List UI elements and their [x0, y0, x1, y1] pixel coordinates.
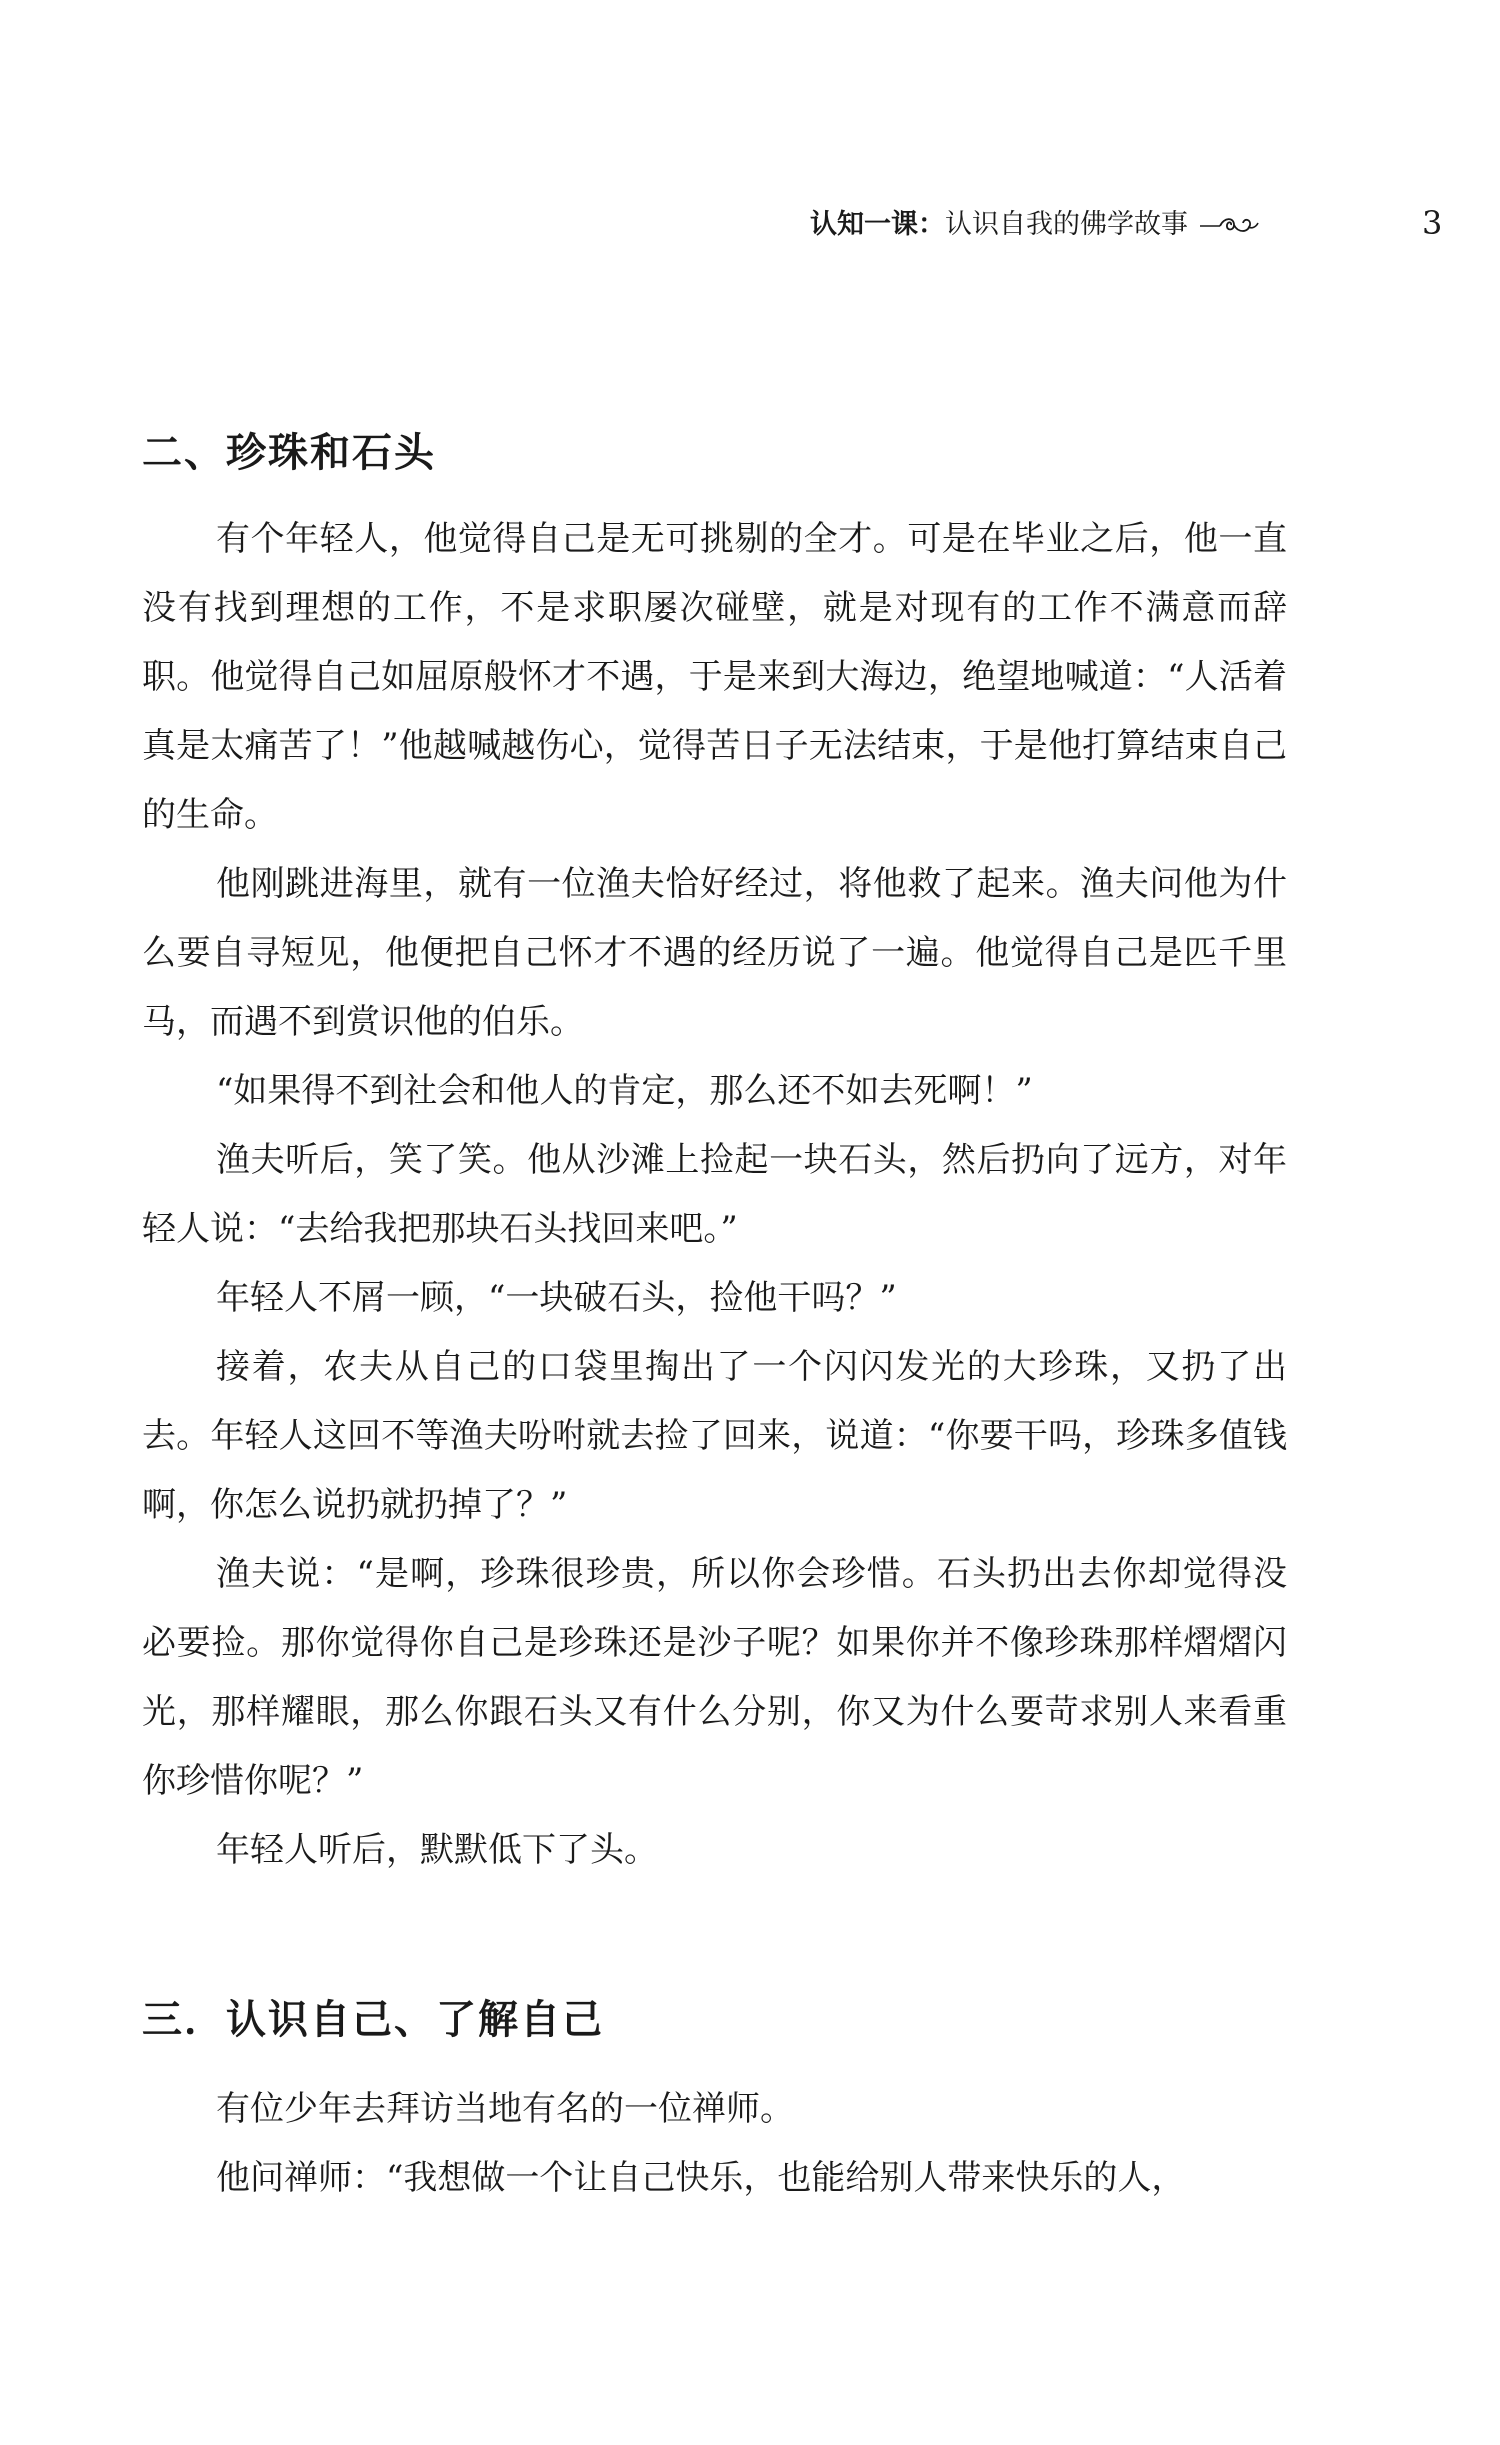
section-heading-know-yourself: 三．认识自己、了解自己: [142, 1997, 604, 2043]
paragraph: 年轻人听后，默默低下了头。: [216, 1830, 658, 1870]
section-heading-pearl-and-stone: 二、珍珠和石头: [142, 430, 436, 476]
paragraph: 有个年轻人，他觉得自己是无可挑剔的全才。可是在毕业之后，他一直没有找到理想的工作，不是求职屡次碰壁，就是对现有的工作不满意而辞职。他觉得自己如屈原般怀才不遇，于是来到大海边，绝望地喊道：“人活着真是太痛苦了！”他越喊越伤心，觉得苦日子无法结束，于是他打算结束自己的生命。: [142, 519, 1287, 835]
paragraph: 渔夫听后，笑了笑。他从沙滩上捡起一块石头，然后扔向了远方，对年轻人说：“去给我把那块石头找回来吧。”: [142, 1140, 1287, 1249]
section-body-pearl-and-stone: [142, 505, 1287, 1885]
chapter-label: 认知一课：: [810, 209, 945, 240]
running-header: [810, 205, 1260, 245]
paragraph: 他刚跳进海里，就有一位渔夫恰好经过，将他救了起来。渔夫问他为什么要自寻短见，他便把自己怀才不遇的经历说了一遍。他觉得自己是匹千里马，而遇不到赏识他的伯乐。: [142, 864, 1287, 1042]
section-body-know-yourself: [142, 2075, 1287, 2213]
paragraph: 接着，农夫从自己的口袋里掏出了一个闪闪发光的大珍珠，又扔了出去。年轻人这回不等渔夫吩咐就去捡了回来，说道：“你要干吗，珍珠多值钱啊，你怎么说扔就扔掉了？”: [142, 1347, 1287, 1525]
page-number: 3: [1422, 204, 1443, 242]
paragraph: 渔夫说：“是啊，珍珠很珍贵，所以你会珍惜。石头扔出去你却觉得没必要捡。那你觉得你自己是珍珠还是沙子呢？如果你并不像珍珠那样熠熠闪光，那样耀眼，那么你跟石头又有什么分别，你又为什么要苛求别人来看重你珍惜你呢？”: [142, 1554, 1287, 1801]
paragraph: “如果得不到社会和他人的肯定，那么还不如去死啊！”: [216, 1071, 1033, 1111]
paragraph: 年轻人不屑一顾，“一块破石头，捡他干吗？”: [216, 1278, 897, 1318]
chapter-title: 认识自我的佛学故事: [945, 209, 1188, 240]
paragraph: 他问禅师：“我想做一个让自己快乐，也能给别人带来快乐的人，: [216, 2158, 1186, 2198]
paragraph: 有位少年去拜访当地有名的一位禅师。: [216, 2089, 794, 2129]
scroll-ornament-icon: [1198, 213, 1260, 237]
